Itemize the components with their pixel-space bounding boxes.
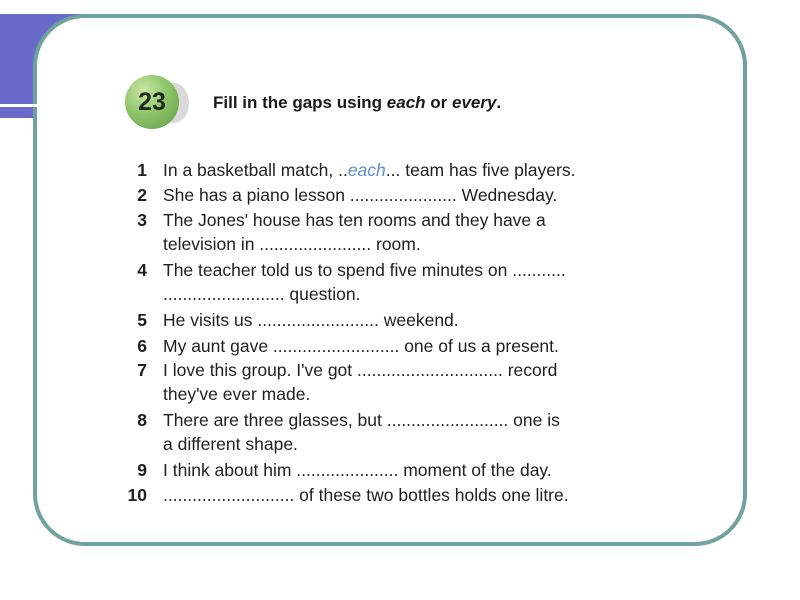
item-text-line-1: The teacher told us to spend five minutes on ........... (163, 260, 566, 280)
item-text-line-1: I love this group. I've got .............................. record (163, 360, 558, 380)
item-text: She has a piano lesson ...................... Wednesday. (163, 185, 558, 205)
item-number: 9 (137, 460, 147, 480)
instruction-word-each: each (386, 93, 426, 112)
item-text-line-2: a different shape. (163, 434, 298, 454)
item-text-line-1: The Jones' house has ten rooms and they have a (163, 210, 546, 230)
exercise-instruction (213, 93, 501, 113)
exercise-number-badge: 23 (125, 75, 179, 129)
exercise-card (113, 37, 658, 523)
item-number: 7 (137, 360, 147, 380)
item-number: 10 (127, 485, 147, 505)
item-text-line-2: ......................... question. (163, 284, 361, 304)
item-text-line-2: television in ....................... room. (163, 234, 421, 254)
item-text: I think about him ..................... moment of the day. (163, 460, 552, 480)
item-text-line-1: There are three glasses, but ......................... one is (163, 410, 560, 430)
sample-answer: each (347, 160, 386, 180)
item-number: 8 (137, 410, 147, 430)
item-text-line-2: they've ever made. (163, 384, 311, 404)
item-text-part: ... team has five players. (385, 160, 576, 180)
item-number: 3 (137, 210, 147, 230)
item-text: ........................... of these two bottles holds one litre. (163, 485, 569, 505)
item-number: 2 (137, 185, 147, 205)
item-text: He visits us ......................... weekend. (163, 310, 459, 330)
item-number: 6 (137, 336, 147, 356)
header-divider-right (658, 104, 706, 107)
instruction-text: Fill in the gaps using (213, 93, 387, 112)
item-number: 4 (137, 260, 147, 280)
instruction-period: . (496, 93, 502, 112)
item-number: 5 (137, 310, 147, 330)
item-number: 1 (137, 160, 147, 180)
item-text (163, 159, 575, 181)
instruction-word-or: or (425, 93, 452, 112)
item-text: My aunt gave .......................... one of us a present. (163, 336, 559, 356)
instruction-word-every: every (452, 93, 497, 112)
item-text-part: In a basketball match, .. (163, 160, 348, 180)
header-divider-left (0, 104, 116, 107)
